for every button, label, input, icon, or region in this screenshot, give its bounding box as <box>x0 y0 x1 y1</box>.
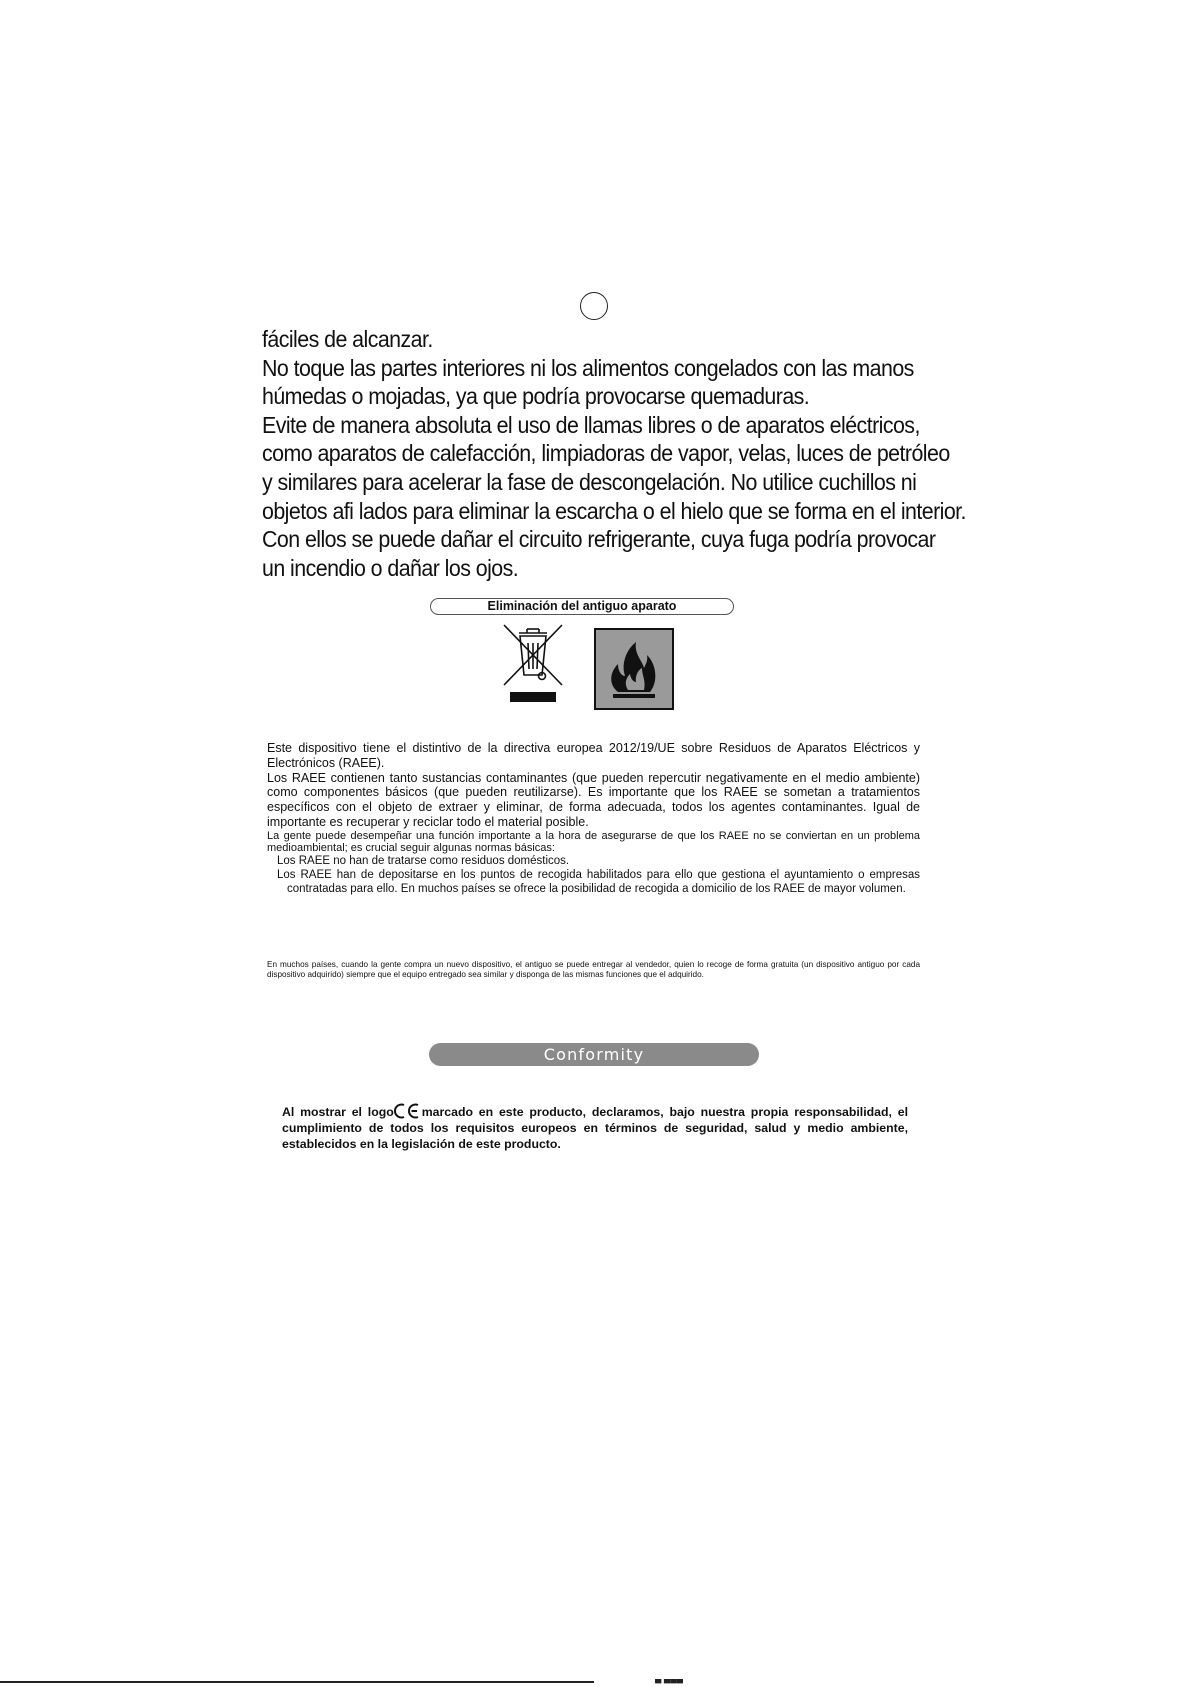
conformity-text-end: marcado en este producto, declaramos, bajo nuestra propia responsabilidad, el cumplimiento de todos los requisitos europeos en términos de seguridad, salud y medio ambiente, establecidos en la legislación de este producto. <box>282 1105 908 1151</box>
flammable-flame-icon <box>594 628 674 710</box>
instruction-line: fáciles de alcanzar. <box>262 326 433 352</box>
page-footer-mark: ▀ ▀▀▀ <box>655 1679 684 1687</box>
weee-directive-text <box>267 741 920 896</box>
bottom-rule <box>0 1681 594 1683</box>
safety-instructions <box>262 325 966 582</box>
instruction-line: húmedas o mojadas, ya que podría provocarse quemaduras. <box>262 383 810 410</box>
weee-paragraph: Los RAEE contienen tanto sustancias contaminantes (que pueden repercutir negativamente en el medio ambiente) como componentes básicos (que pueden reutilizarse). Es importante que los RAEE se sometan a tratamientos específicos con el objeto de extraer y eliminar, de forma adecuada, todos los agentes contaminantes. Igual de importante es recuperar y reciclar todo el material posible. <box>267 770 920 829</box>
instruction-line: No toque las partes interiores ni los alimentos congelados con las manos <box>262 354 914 381</box>
list-item: Los RAEE han de depositarse en los puntos de recogida habilitados para ello que gestiona el ayuntamiento o empresas contratadas para ello. En muchos países se ofrece la posibilidad de recogida a domicilio de los RAEE de mayor volumen. <box>277 868 920 895</box>
instruction-line: Evite de manera absoluta el uso de llamas libres o de aparatos eléctricos, <box>262 411 920 438</box>
take-back-note: En muchos países, cuando la gente compra un nuevo dispositivo, el antiguo se puede entregar al vendedor, quien lo recoge de forma gratuita (un dispositivo antiguo por cada dispositivo adquirido) siempre que el equipo entregado sea similar y disponga de las mismas funciones que el adquirido. <box>267 960 920 980</box>
list-item: Los RAEE no han de tratarse como residuos domésticos. <box>277 854 570 867</box>
instruction-line: Con ellos se puede dañar el circuito refrigerante, cuya fuga podría provocar <box>262 526 936 553</box>
weee-rules-list <box>267 855 920 896</box>
crossed-out-wheelie-bin-icon <box>500 623 566 705</box>
instruction-line: como aparatos de calefacción, limpiadoras de vapor, velas, luces de petróleo <box>262 440 950 467</box>
ce-mark-icon <box>394 1103 422 1119</box>
instruction-line: y similares para acelerar la fase de descongelación. No utilice cuchillos ni <box>262 468 917 495</box>
conformity-heading: Conformity <box>429 1043 759 1066</box>
conformity-text-start: Al mostrar el logo <box>282 1105 394 1119</box>
instruction-line: objetos afi lados para eliminar la escarcha o el hielo que se forma en el interior. <box>262 497 966 524</box>
weee-paragraph: La gente puede desempeñar una función importante a la hora de asegurarse de que los RAEE no se conviertan en un problema medioambiental; es crucial seguir algunas normas básicas: <box>267 829 920 855</box>
instruction-line: un incendio o dañar los ojos. <box>262 554 519 581</box>
conformity-statement <box>282 1103 908 1152</box>
page-circle-mark <box>580 292 608 320</box>
disposal-heading: Eliminación del antiguo aparato <box>430 598 734 615</box>
weee-paragraph: Este dispositivo tiene el distintivo de la directiva europea 2012/19/UE sobre Residuos de Aparatos Eléctricos y Electrónicos (RAEE). <box>267 741 920 770</box>
